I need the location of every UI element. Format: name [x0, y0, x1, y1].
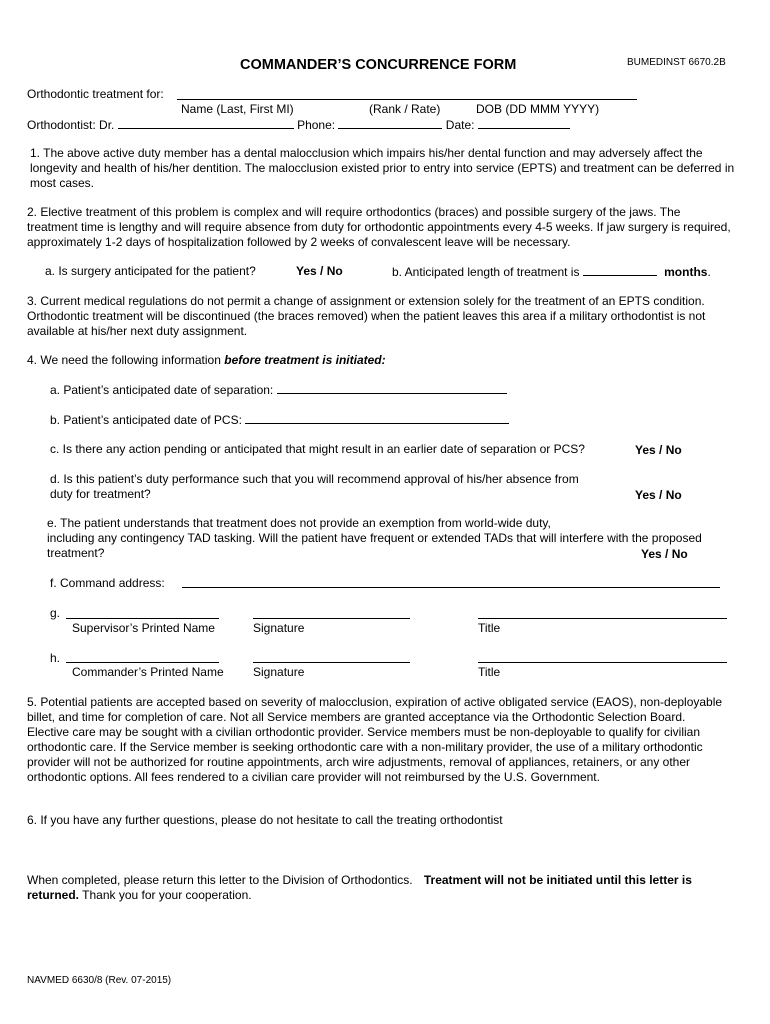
commander-caption: Commander’s Printed Name — [72, 665, 224, 679]
orthodontist-label: Orthodontist: Dr. — [27, 118, 115, 132]
item-4b-row — [50, 412, 509, 427]
item-2-text: 2. Elective treatment of this problem is complex and will require orthodontics (braces) and possible surgery of the jaws. The treatment time is lengthy and will require absence from duty for orthodontic appointments every 4-5 weeks. If jaw surgery is required, approximately 1-2 days of hospitalization followed by 2 weeks of convalescent leave will be necessary. — [27, 205, 731, 249]
months-unit: months — [664, 265, 708, 279]
closing-line2 — [27, 888, 252, 902]
supervisor-name-field[interactable] — [66, 618, 219, 619]
dob-caption: DOB (DD MMM YYYY) — [476, 102, 600, 116]
item-2a-answer[interactable]: Yes / No — [296, 264, 343, 278]
item-4c-answer[interactable]: Yes / No — [635, 443, 682, 457]
item-2a-question: a. Is surgery anticipated for the patient? — [45, 264, 256, 278]
treatment-length-field[interactable] — [583, 264, 657, 276]
item-3-text: 3. Current medical regulations do not permit a change of assignment or extension solely for the treatment of an EPTS condition. Orthodontic treatment will be discontinued (the braces removed) when the patient leaves this area if a military orthodontist is not available at his/her next duty assignment. — [27, 294, 706, 338]
supervisor-title-field[interactable] — [478, 618, 727, 619]
orthodontist-name-field[interactable] — [118, 117, 294, 129]
date-label: Date: — [445, 118, 475, 132]
phone-label: Phone: — [297, 118, 336, 132]
commander-title-caption: Title — [478, 665, 501, 679]
supervisor-caption: Supervisor’s Printed Name — [72, 621, 215, 635]
item-4b-label: b. Patient’s anticipated date of PCS: — [50, 413, 242, 427]
item-4h-letter: h. — [50, 651, 61, 665]
rank-caption: (Rank / Rate) — [369, 102, 441, 116]
item-4e-line3: treatment? — [47, 546, 105, 560]
form-title: COMMANDER’S CONCURRENCE FORM — [240, 57, 517, 73]
closing-text: When completed, please return this letter to the Division of Orthodontics. — [27, 873, 413, 887]
supervisor-title-caption: Title — [478, 621, 501, 635]
patient-name-rank-dob-field[interactable] — [177, 99, 637, 100]
closing-bold-line2: returned. — [27, 888, 80, 902]
item-2b-question: b. Anticipated length of treatment is — [392, 265, 580, 279]
closing-line1 — [27, 873, 692, 887]
command-address-field[interactable] — [182, 587, 720, 588]
item-4f-label: f. Command address: — [50, 576, 165, 590]
item-4e-line2: including any contingency TAD tasking. Will the patient have frequent or extended TADs that will interfere with the proposed — [47, 531, 702, 545]
pcs-date-field[interactable] — [245, 412, 509, 424]
closing-bold-line1: Treatment will not be initiated until this letter is — [423, 873, 692, 887]
commander-signature-field[interactable] — [253, 662, 410, 663]
item-6-text: 6. If you have any further questions, please do not hesitate to call the treating orthodontist — [27, 813, 503, 827]
item-4-intro-text: 4. We need the following information — [27, 353, 221, 367]
item-4-intro-emphasis: before treatment is initiated: — [224, 353, 386, 367]
item-4g-letter: g. — [50, 606, 61, 620]
date-field[interactable] — [478, 117, 570, 129]
item-4a-row — [50, 382, 507, 397]
commander-signature-caption: Signature — [253, 665, 305, 679]
item-1-text: 1. The above active duty member has a dental malocclusion which impairs his/her dental function and may adversely affect the longevity and health of his/her dentition. The malocclusion existed prior to entry into service (EPTS) and treatment can be deferred in most cases. — [30, 146, 735, 190]
instruction-reference: BUMEDINST 6670.2B — [627, 57, 726, 68]
item-4e-answer[interactable]: Yes / No — [641, 547, 688, 561]
item-5-text: 5. Potential patients are accepted based on severity of malocclusion, expiration of active obligated service (EAOS), non-deployable billet, and time for completion of care. Not all Service members are granted acceptance via the Orthodontic Selection Board. Elective care may be sought with a civilian orthodontic provider. Service members must be non-deployable to qualify for civilian orthodontic care. If the Service member is seeking orthodontic care with a non-military provider, the use of a military orthodontic provider will not be authorized for routine appointments, arch wire adjustments, removal of appliances, retainers, or any other orthodontic options. All fees rendered to a civilian care provider will not reimbursed by the U.S. Government. — [27, 695, 723, 784]
supervisor-signature-field[interactable] — [253, 618, 410, 619]
closing-thanks: Thank you for your cooperation. — [82, 888, 252, 902]
orthodontist-row — [27, 117, 570, 132]
phone-field[interactable] — [338, 117, 442, 129]
name-caption: Name (Last, First MI) — [181, 102, 294, 116]
supervisor-signature-caption: Signature — [253, 621, 305, 635]
item-4-intro — [27, 353, 386, 367]
item-4d-line2: duty for treatment? — [50, 487, 151, 501]
treatment-for-label: Orthodontic treatment for: — [27, 87, 164, 101]
commander-name-field[interactable] — [66, 662, 219, 663]
form-number: NAVMED 6630/8 (Rev. 07-2015) — [27, 975, 172, 986]
item-4a-label: a. Patient’s anticipated date of separation: — [50, 383, 274, 397]
separation-date-field[interactable] — [277, 382, 507, 394]
item-4c-question: c. Is there any action pending or anticipated that might result in an earlier date of separation or PCS? — [50, 442, 585, 456]
commander-title-field[interactable] — [478, 662, 727, 663]
item-4d-line1: d. Is this patient’s duty performance such that you will recommend approval of his/her absence from — [50, 472, 579, 486]
item-4e-line1: e. The patient understands that treatment does not provide an exemption from world-wide duty, — [47, 516, 551, 530]
item-4d-answer[interactable]: Yes / No — [635, 488, 682, 502]
item-2b-row: b. Anticipated length of treatment is months. — [392, 265, 711, 279]
